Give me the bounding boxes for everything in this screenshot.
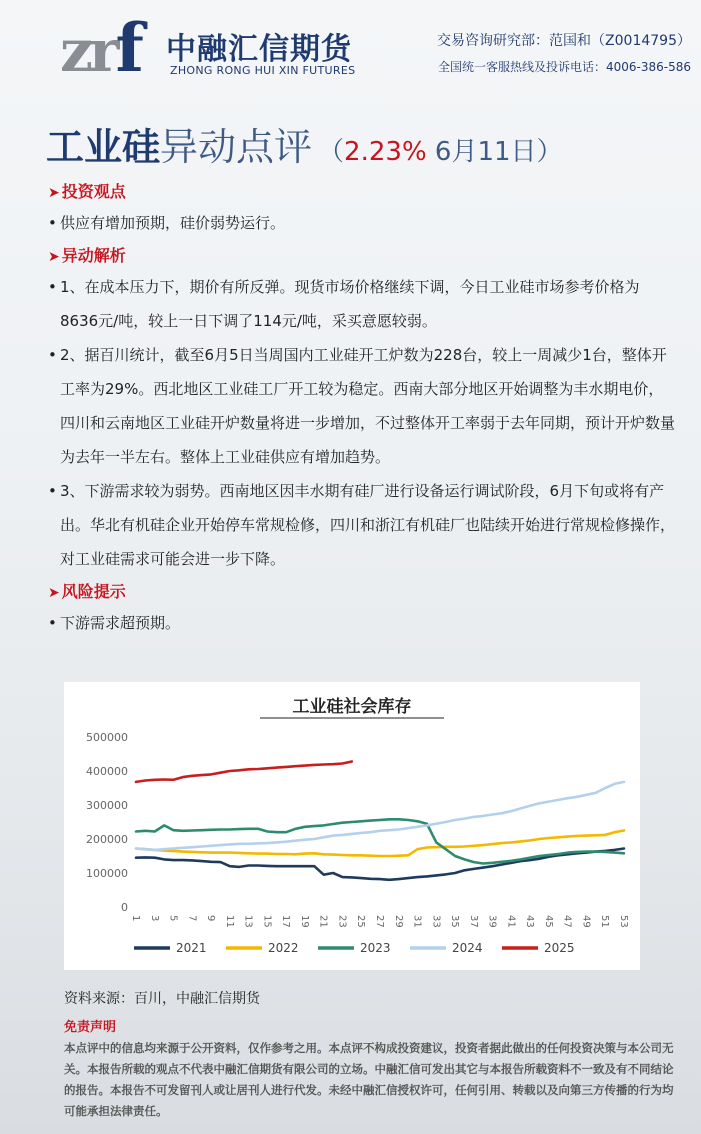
analysis-paragraph-2: • 2、据百川统计，截至6月5日当周国内工业硅开工炉数为228台，较上一周减少1台，整体开工率为29%。西北地区工业硅工厂开工较为稳定。西南大部分地区开始调整为丰水期电价，四川和云南地区工业硅开炉数量将进一步增加，不过整体开工率弱于去年同期，预计开炉数量为去年一半左右。整体上工业硅供应有增加趋势。: [46, 338, 676, 474]
x-tick-label: 31: [411, 915, 423, 928]
x-tick-label: 33: [430, 915, 442, 928]
title-sub: 异动点评: [160, 125, 313, 169]
y-tick-label: 400000: [86, 765, 128, 778]
logo-mark-right: f: [115, 9, 140, 87]
x-tick-label: 9: [205, 915, 217, 922]
arrow-icon: ➤: [48, 585, 60, 601]
x-tick-label: 39: [486, 915, 498, 928]
disclaimer-text: 本点评中的信息均来源于公开资料，仅作参考之用。本点评不构成投资建议，投资者据此做出的任何投资决策与本公司无关。本报告所载的观点不代表中融汇信期货有限公司的立场。中融汇信可发出其它与本报告所载资料不一致及有不同结论的报告。本报告不可发留刊人或让居刊人进行代发。未经中融汇信授权许可，任何引用、转载以及向第三方传播的行为均可能承担法律责任。: [64, 1041, 674, 1118]
series-line-2025: [136, 762, 352, 782]
page-title: [46, 116, 563, 171]
source-note: 资料来源：百川，中融汇信期货: [64, 991, 260, 1007]
chart-svg: [64, 682, 640, 970]
x-tick-label: 41: [505, 915, 517, 928]
x-tick-label: 43: [524, 915, 536, 928]
legend-label-2024: 2024: [452, 941, 483, 955]
x-tick-label: 49: [580, 915, 592, 928]
x-tick-label: 45: [542, 915, 554, 928]
x-tick-label: 23: [336, 915, 348, 928]
x-tick-label: 53: [618, 915, 629, 928]
header: [0, 0, 701, 100]
x-tick-label: 37: [467, 915, 479, 928]
x-tick-label: 21: [317, 915, 329, 928]
arrow-icon: ➤: [48, 185, 60, 201]
x-tick-label: 25: [355, 915, 367, 928]
risk-paragraph: • 下游需求超预期。: [46, 606, 676, 640]
analysis-paragraph-3: • 3、下游需求较为弱势。西南地区因丰水期有硅厂进行设备运行调试阶段，6月下旬或将有产出。华北有机硅企业开始停车常规检修，四川和浙江有机硅厂也陆续开始进行常规检修操作，对工业硅需求可能会进一步下降。: [46, 474, 676, 576]
x-tick-label: 11: [223, 915, 235, 928]
legend-label-2025: 2025: [544, 941, 575, 955]
x-tick-label: 7: [186, 915, 198, 922]
company-logo: [60, 9, 160, 87]
x-tick-label: 51: [599, 915, 611, 928]
legend-label-2023: 2023: [360, 941, 391, 955]
contact-line-1: 交易咨询研究部：范国和（Z0014795）: [437, 33, 691, 49]
x-tick-label: 27: [374, 915, 385, 928]
analysis-paragraph-1: • 1、在成本压力下，期价有所反弹。现货市场价格继续下调，今日工业硅市场参考价格为8636元/吨，较上一日下调了114元/吨，采买意愿较弱。: [46, 270, 676, 338]
view-paragraph: • 供应有增加预期，硅价弱势运行。: [46, 206, 676, 240]
y-tick-label: 100000: [86, 867, 128, 880]
x-tick-label: 17: [280, 915, 292, 928]
title-paren: （: [318, 137, 345, 167]
legend-label-2021: 2021: [176, 941, 207, 955]
legend-label-2022: 2022: [268, 941, 299, 955]
y-tick-label: 200000: [86, 833, 128, 846]
disclaimer-title: 免责声明: [64, 1020, 117, 1035]
title-percent-change: 2.23%: [344, 137, 427, 167]
chart-title: 工业硅社会库存: [292, 697, 412, 717]
x-tick-label: 35: [449, 915, 461, 928]
title-date: 6月11日）: [426, 137, 563, 167]
title-main: 工业硅: [46, 125, 161, 169]
y-tick-label: 300000: [86, 799, 128, 812]
report-body: [46, 178, 676, 640]
company-name-cn: 中融汇信期货: [166, 32, 352, 67]
arrow-icon: ➤: [48, 249, 60, 265]
x-tick-label: 3: [148, 915, 160, 922]
section-heading-risk: ➤ 风险提示: [48, 582, 126, 601]
x-tick-label: 29: [392, 915, 404, 928]
x-tick-label: 19: [298, 915, 310, 928]
x-tick-label: 15: [261, 915, 273, 928]
section-heading-analysis: ➤ 异动解析: [48, 246, 126, 265]
section-heading-view: ➤ 投资观点: [48, 182, 126, 201]
disclaimer: [64, 1016, 674, 1122]
logo-mark-left: zr: [60, 17, 116, 85]
y-tick-label: 500000: [86, 731, 128, 744]
x-tick-label: 47: [561, 915, 573, 928]
x-tick-label: 5: [167, 915, 179, 922]
x-tick-label: 13: [242, 915, 254, 928]
company-name-en: ZHONG RONG HUI XIN FUTURES: [170, 64, 356, 77]
x-tick-label: 1: [130, 915, 141, 922]
series-line-2022: [136, 831, 624, 857]
y-tick-label: 0: [121, 901, 128, 914]
contact-line-2: 全国统一客服热线及投诉电话：4006-386-586: [437, 60, 691, 74]
inventory-chart: [64, 682, 640, 970]
contact-info: [437, 30, 691, 75]
series-line-2024: [136, 782, 624, 850]
